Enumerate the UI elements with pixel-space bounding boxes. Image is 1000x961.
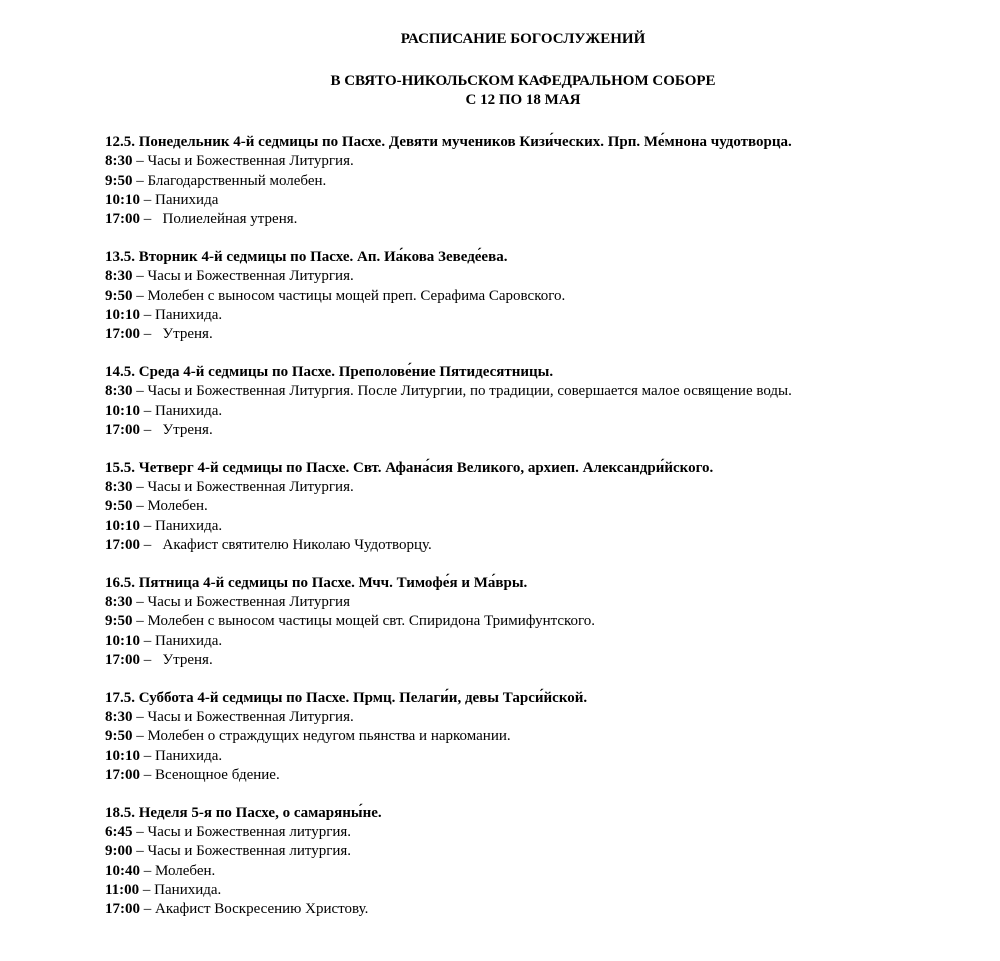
service-item xyxy=(105,478,985,497)
service-item xyxy=(105,747,985,766)
service-description: – Панихида. xyxy=(140,632,223,649)
service-item xyxy=(105,191,985,210)
day-block xyxy=(105,459,985,555)
service-item xyxy=(105,152,985,171)
service-time: 10:10 xyxy=(105,191,140,208)
service-item xyxy=(105,210,985,229)
service-time: 17:00 xyxy=(105,326,140,343)
day-heading: 17.5. Суббота 4-й седмицы по Пасхе. Прмц. Пелаги́и, девы Тарси́йской. xyxy=(105,689,588,706)
service-item xyxy=(105,862,985,881)
service-item xyxy=(105,823,985,842)
schedule-list xyxy=(105,133,985,938)
service-description: – Акафист святителю Николаю Чудотворцу. xyxy=(140,536,432,553)
service-item xyxy=(105,766,985,785)
service-time: 9:50 xyxy=(105,498,133,515)
service-description: – Всенощное бдение. xyxy=(140,766,280,783)
service-time: 10:10 xyxy=(105,306,140,323)
day-heading: 15.5. Четверг 4-й седмицы по Пасхе. Свт. Афана́сия Великого, архиеп. Александри́йского. xyxy=(105,459,714,476)
service-time: 8:30 xyxy=(105,593,133,610)
service-item xyxy=(105,708,985,727)
service-time: 10:10 xyxy=(105,402,140,419)
service-description: – Полиелейная утреня. xyxy=(140,211,298,228)
service-item xyxy=(105,172,985,191)
service-item xyxy=(105,727,985,746)
service-description: – Панихида. xyxy=(140,747,223,764)
service-item xyxy=(105,267,985,286)
service-item xyxy=(105,632,985,651)
service-description: – Молебен с выносом частицы мощей свт. Спиридона Тримифунтского. xyxy=(132,613,596,630)
service-time: 10:10 xyxy=(105,747,140,764)
service-item xyxy=(105,402,985,421)
service-item xyxy=(105,536,985,555)
service-time: 17:00 xyxy=(105,536,140,553)
service-item xyxy=(105,421,985,440)
service-description: – Панихида xyxy=(140,191,219,208)
service-time: 11:00 xyxy=(105,881,140,898)
service-time: 9:50 xyxy=(105,172,133,189)
service-item xyxy=(105,306,985,325)
service-description: – Благодарственный молебен. xyxy=(132,172,327,189)
service-item xyxy=(105,612,985,631)
service-item xyxy=(105,651,985,670)
service-time: 6:45 xyxy=(105,823,133,840)
day-heading: 18.5. Неделя 5-я по Пасхе, о самаряны́не. xyxy=(105,804,382,821)
service-description: – Часы и Божественная Литургия. xyxy=(132,478,354,495)
day-heading: 14.5. Среда 4-й седмицы по Пасхе. Преполове́ние Пятидесятницы. xyxy=(105,363,554,380)
service-time: 9:50 xyxy=(105,728,133,745)
page-subtitle-dates: С 12 ПО 18 МАЯ xyxy=(465,92,581,108)
service-description: – Часы и Божественная литургия. xyxy=(132,823,352,840)
service-description: – Часы и Божественная Литургия. xyxy=(132,268,354,285)
service-description: – Молебен. xyxy=(140,862,216,879)
service-time: 17:00 xyxy=(105,651,140,668)
service-item xyxy=(105,881,985,900)
day-block xyxy=(105,804,985,920)
service-description: – Панихида. xyxy=(140,306,223,323)
day-heading: 13.5. Вторник 4-й седмицы по Пасхе. Ап. Иа́кова Зеведе́ева. xyxy=(105,248,508,265)
day-heading: 12.5. Понедельник 4-й седмицы по Пасхе. Девяти мучеников Кизи́ческих. Прп. Ме́мнона чудотворца. xyxy=(105,134,792,150)
service-item xyxy=(105,900,985,919)
page-title: РАСПИСАНИЕ БОГОСЛУЖЕНИЙ xyxy=(400,31,646,47)
service-description: – Часы и Божественная Литургия. xyxy=(132,708,354,725)
service-description: – Панихида. xyxy=(139,881,222,898)
service-item xyxy=(105,593,985,612)
service-time: 10:10 xyxy=(105,632,140,649)
service-description: – Панихида. xyxy=(140,402,223,419)
service-time: 8:30 xyxy=(105,153,133,170)
service-description: – Панихида. xyxy=(140,517,223,534)
service-time: 10:10 xyxy=(105,517,140,534)
service-description: – Часы и Божественная Литургия. После Литургии, по традиции, совершается малое освящение воды. xyxy=(132,383,792,400)
day-block xyxy=(105,363,985,440)
service-time: 8:30 xyxy=(105,383,133,400)
page-subtitle-cathedral: В СВЯТО-НИКОЛЬСКОМ КАФЕДРАЛЬНОМ СОБОРЕ xyxy=(330,73,716,89)
service-item xyxy=(105,382,985,401)
service-description: – Акафист Воскресению Христову. xyxy=(140,901,369,918)
service-time: 17:00 xyxy=(105,901,140,918)
service-description: – Молебен о страждущих недугом пьянства и наркомании. xyxy=(132,728,511,745)
service-time: 9:00 xyxy=(105,843,133,860)
service-description: – Молебен с выносом частицы мощей преп. Серафима Саровского. xyxy=(132,287,566,304)
service-time: 9:50 xyxy=(105,287,133,304)
day-block xyxy=(105,574,985,670)
service-description: – Часы и Божественная литургия. xyxy=(132,843,352,860)
service-time: 8:30 xyxy=(105,708,133,725)
service-item xyxy=(105,517,985,536)
service-item xyxy=(105,497,985,516)
service-time: 8:30 xyxy=(105,478,133,495)
service-time: 10:40 xyxy=(105,862,140,879)
service-time: 9:50 xyxy=(105,613,133,630)
day-block xyxy=(105,689,985,785)
service-time: 17:00 xyxy=(105,211,140,228)
service-description: – Утреня. xyxy=(140,651,213,668)
service-time: 8:30 xyxy=(105,268,133,285)
service-description: – Утреня. xyxy=(140,326,213,343)
service-time: 17:00 xyxy=(105,766,140,783)
service-description: – Часы и Божественная Литургия. xyxy=(132,153,354,170)
service-time: 17:00 xyxy=(105,421,140,438)
day-heading: 16.5. Пятница 4-й седмицы по Пасхе. Мчч. Тимофе́я и Ма́вры. xyxy=(105,574,528,591)
service-description: – Молебен. xyxy=(132,498,208,515)
day-block xyxy=(105,133,985,229)
service-item xyxy=(105,842,985,861)
service-item xyxy=(105,287,985,306)
service-item xyxy=(105,325,985,344)
service-description: – Утреня. xyxy=(140,421,213,438)
service-description: – Часы и Божественная Литургия xyxy=(132,593,350,610)
day-block xyxy=(105,248,985,344)
